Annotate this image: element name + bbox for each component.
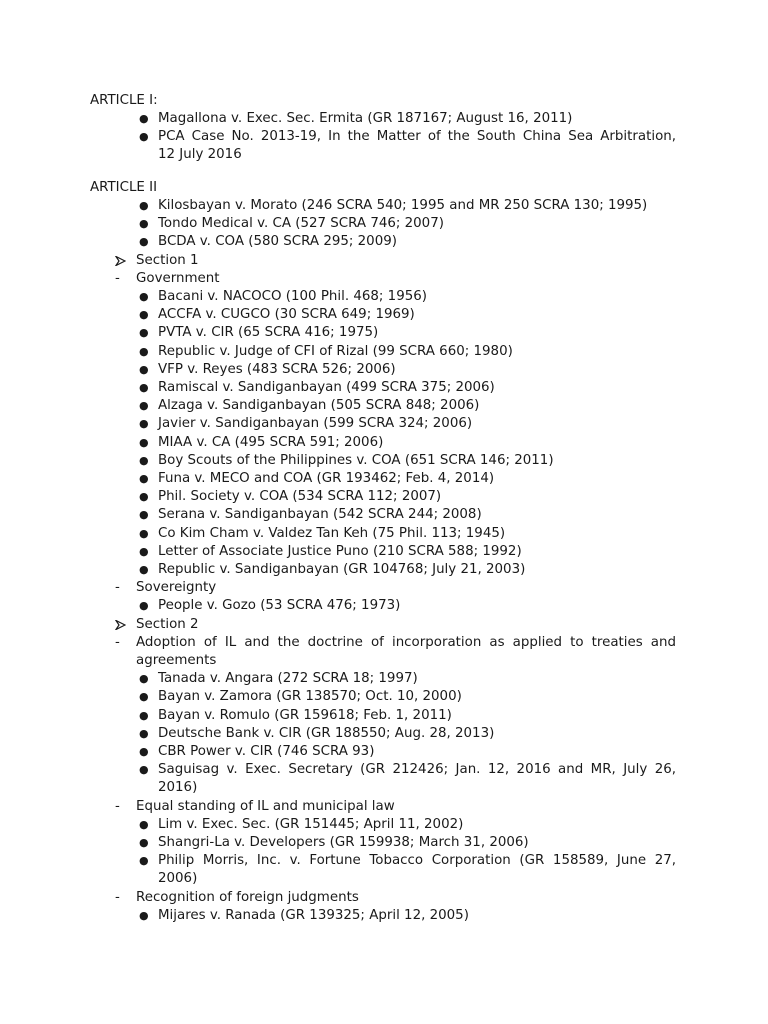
case-citation: Ramiscal v. Sandiganbayan (499 SCRA 375; 2006) bbox=[158, 380, 495, 395]
case-citation: Philip Morris, Inc. v. Fortune Tobacco Corporation (GR 158589, June 27, bbox=[158, 853, 676, 869]
arrow-bullet-icon bbox=[115, 616, 129, 634]
bullet-icon: ● bbox=[139, 690, 149, 704]
case-citation: Magallona v. Exec. Sec. Ermita (GR 187167; August 16, 2011) bbox=[158, 111, 573, 126]
bullet-icon: ● bbox=[139, 854, 149, 868]
case-citation: ACCFA v. CUGCO (30 SCRA 649; 1969) bbox=[158, 307, 415, 323]
case-citation: PCA Case No. 2013-19, In the Matter of the South China Sea Arbitration, bbox=[158, 129, 676, 145]
case-citation: Kilosbayan v. Morato (246 SCRA 540; 1995 and MR 250 SCRA 130; 1995) bbox=[158, 198, 648, 213]
case-citation: Bacani v. NACOCO (100 Phil. 468; 1956) bbox=[158, 289, 427, 304]
bullet-icon: ● bbox=[139, 563, 149, 576]
bullet-icon: ● bbox=[139, 508, 149, 522]
case-citation: Lim v. Exec. Sec. (GR 151445; April 11, 2002) bbox=[158, 816, 464, 832]
bullet-icon: ● bbox=[139, 599, 149, 613]
case-citation: Co Kim Cham v. Valdez Tan Keh (75 Phil. 113; 1945) bbox=[158, 525, 506, 541]
case-citation: BCDA v. COA (580 SCRA 295; 2009) bbox=[158, 234, 397, 250]
bullet-icon: ● bbox=[139, 217, 149, 231]
case-citation-continued: 2016) bbox=[158, 780, 198, 796]
bullet-icon: ● bbox=[139, 726, 149, 740]
bullet-icon: ● bbox=[139, 130, 149, 144]
bullet-icon: ● bbox=[139, 490, 149, 504]
case-citation: VFP v. Reyes (483 SCRA 526; 2006) bbox=[158, 361, 396, 377]
bullet-icon: ● bbox=[139, 472, 149, 485]
case-citation: Tanada v. Angara (272 SCRA 18; 1997) bbox=[158, 671, 418, 687]
bullet-icon: ● bbox=[139, 745, 149, 758]
bullet-icon: ● bbox=[139, 399, 149, 413]
case-citation: Serana v. Sandiganbayan (542 SCRA 244; 2008) bbox=[158, 507, 482, 523]
bullet-icon: ● bbox=[139, 344, 149, 358]
bullet-icon: ● bbox=[139, 435, 149, 449]
bullet-icon: ● bbox=[139, 672, 149, 686]
section-heading: Section 2 bbox=[136, 616, 199, 632]
bullet-icon: ● bbox=[139, 453, 149, 467]
article-heading: ARTICLE I: bbox=[90, 93, 158, 108]
case-citation: Bayan v. Romulo (GR 159618; Feb. 1, 2011) bbox=[158, 707, 452, 723]
bullet-icon: ● bbox=[139, 326, 149, 340]
bullet-icon: ● bbox=[139, 817, 149, 831]
case-citation: Boy Scouts of the Philippines v. COA (651 SCRA 146; 2011) bbox=[158, 452, 554, 468]
bullet-icon: ● bbox=[139, 290, 149, 303]
bullet-icon: ● bbox=[139, 112, 149, 125]
bullet-icon: ● bbox=[139, 526, 149, 540]
case-citation: Tondo Medical v. CA (527 SCRA 746; 2007) bbox=[158, 216, 444, 232]
bullet-icon: ● bbox=[139, 836, 149, 849]
case-citation: Deutsche Bank v. CIR (GR 188550; Aug. 28, 2013) bbox=[158, 725, 495, 741]
topic-heading: Adoption of IL and the doctrine of incorporation as applied to treaties and bbox=[136, 634, 676, 650]
topic-heading: Government bbox=[136, 270, 220, 286]
case-citation: PVTA v. CIR (65 SCRA 416; 1975) bbox=[158, 325, 379, 341]
case-citation: Bayan v. Zamora (GR 138570; Oct. 10, 2000) bbox=[158, 689, 462, 705]
dash-bullet: - bbox=[115, 634, 120, 650]
bullet-icon: ● bbox=[139, 235, 149, 249]
bullet-icon: ● bbox=[139, 544, 149, 558]
bullet-icon: ● bbox=[139, 308, 149, 322]
case-citation: People v. Gozo (53 SCRA 476; 1973) bbox=[158, 598, 401, 614]
article-heading: ARTICLE II bbox=[90, 180, 158, 195]
case-citation: Funa v. MECO and COA (GR 193462; Feb. 4, 2014) bbox=[158, 471, 495, 486]
bullet-icon: ● bbox=[139, 708, 149, 722]
case-citation: Shangri-La v. Developers (GR 159938; March 31, 2006) bbox=[158, 835, 529, 850]
dash-bullet: - bbox=[115, 889, 120, 905]
case-citation: Letter of Associate Justice Puno (210 SCRA 588; 1992) bbox=[158, 543, 522, 559]
bullet-icon: ● bbox=[139, 381, 149, 394]
case-citation: Phil. Society v. COA (534 SCRA 112; 2007) bbox=[158, 489, 442, 505]
bullet-icon: ● bbox=[139, 763, 149, 777]
topic-heading: Sovereignty bbox=[136, 580, 217, 596]
bullet-icon: ● bbox=[139, 908, 149, 922]
case-citation-continued: 12 July 2016 bbox=[158, 147, 242, 163]
case-citation: Saguisag v. Exec. Secretary (GR 212426; Jan. 12, 2016 and MR, July 26, bbox=[158, 762, 676, 778]
bullet-icon: ● bbox=[139, 417, 149, 431]
case-citation: Mijares v. Ranada (GR 139325; April 12, 2005) bbox=[158, 907, 469, 923]
topic-heading: Recognition of foreign judgments bbox=[136, 889, 359, 905]
section-heading: Section 1 bbox=[136, 252, 199, 268]
case-citation: MIAA v. CA (495 SCRA 591; 2006) bbox=[158, 434, 384, 450]
case-citation: Alzaga v. Sandiganbayan (505 SCRA 848; 2006) bbox=[158, 398, 480, 414]
arrow-bullet-icon bbox=[115, 252, 129, 270]
case-citation: Javier v. Sandiganbayan (599 SCRA 324; 2006) bbox=[158, 416, 473, 432]
case-citation-continued: 2006) bbox=[158, 871, 198, 887]
case-citation: Republic v. Judge of CFI of Rizal (99 SCRA 660; 1980) bbox=[158, 343, 513, 359]
bullet-icon: ● bbox=[139, 199, 149, 212]
case-citation: CBR Power v. CIR (746 SCRA 93) bbox=[158, 744, 375, 759]
dash-bullet: - bbox=[115, 580, 120, 596]
dash-bullet: - bbox=[115, 798, 120, 814]
dash-bullet: - bbox=[115, 270, 120, 286]
case-citation: Republic v. Sandiganbayan (GR 104768; July 21, 2003) bbox=[158, 562, 526, 577]
topic-heading: Equal standing of IL and municipal law bbox=[136, 798, 395, 814]
topic-heading-continued: agreements bbox=[136, 653, 217, 668]
bullet-icon: ● bbox=[139, 362, 149, 376]
